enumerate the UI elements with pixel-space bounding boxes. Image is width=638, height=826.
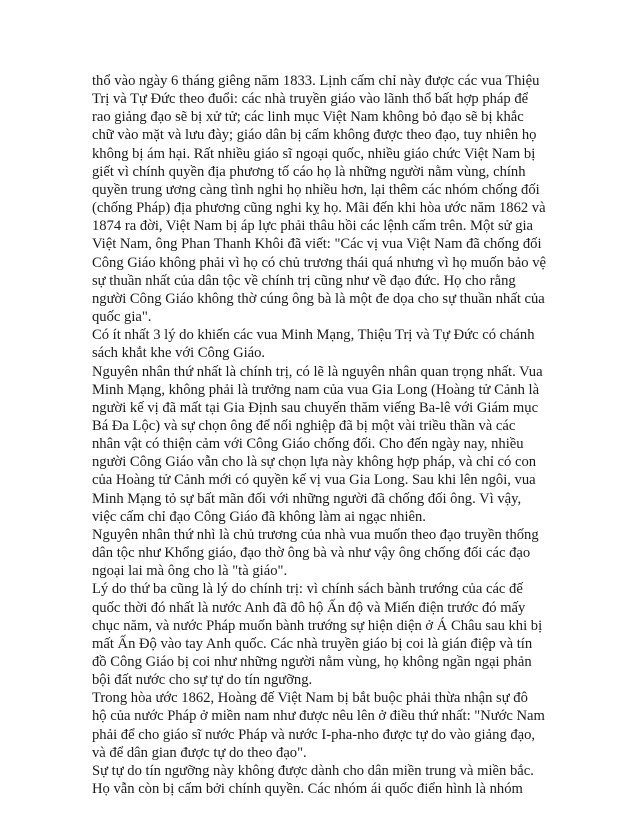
paragraph-5: Lý do thứ ba cũng là lý do chính trị: vì chính sách bành trướng của các đế quốc thời đó nhất là nước Anh đã đô hộ Ấn độ và Miến điện trước đó mấy chục năm, và nước Pháp muốn bành trướng sự hiện diện ở Á Châu sau khi bị mất Ấn Độ vào tay Anh quốc. Các nhà truyền giáo bị coi là gián điệp và tín đồ Công Giáo bị coi như những người nằm vùng, họ không ngần ngại phản bội đất nước cho sự tự do tín ngưỡng.: [92, 581, 543, 689]
paragraph-2: Có ít nhất 3 lý do khiến các vua Minh Mạng, Thiệu Trị và Tự Đức có chánh sách khắt khe với Công Giáo.: [92, 327, 535, 362]
paragraph-1: thổ vào ngày 6 tháng giêng năm 1833. Lịnh cấm chỉ này được các vua Thiệu Trị và Tự Đức theo đuổi: các nhà truyền giáo vào lãnh thổ bất hợp pháp để rao giảng đạo sẽ bị xử tử; các linh mục Việt Nam không bỏ đạo sẽ bị khắc chữ vào mặt và lưu đày; giáo dân bị cấm không được theo đạo, tuy nhiên họ không bị ám hại. Rất nhiều giáo sĩ ngoại quốc, nhiều giáo chức Việt Nam bị giết vì chính quyền địa phương tố cáo họ là những người nằm vùng, chính quyền trung ương càng tình nghi họ nhiều hơn, lại thêm các nhóm chống đối (chống Pháp) địa phương cũng nghi kỵ họ. Mãi đến khi hòa ước năm 1862 và 1874 ra đời, Việt Nam bị áp lực phải thâu hồi các lệnh cấm trên. Một sử gia Việt Nam, ông Phan Thanh Khôi đã viết: "Các vị vua Việt Nam đã chống đối Công Giáo không phải vì họ có chủ trương thái quá nhưng vì họ muốn bảo vệ sự thuần nhất của dân tộc về chính trị cũng như về đạo đức. Họ cho rằng người Công Giáo không thờ cúng ông bà là một đe dọa cho sự thuần nhất của quốc gia".: [92, 73, 546, 326]
paragraph-4: Nguyên nhân thứ nhì là chủ trương của nhà vua muốn theo đạo truyền thống dân tộc như Khổng giáo, đạo thờ ông bà và như vậy ông chống đối các đạo ngoại lai mà ông cho là "tà giáo".: [92, 526, 539, 580]
paragraph-3: Nguyên nhân thứ nhất là chính trị, có lẽ là nguyên nhân quan trọng nhất. Vua Minh Mạng, không phải là trưởng nam của vua Gia Long (Hoàng tử Cảnh là người kế vị đã mất tại Gia Định sau chuyến thăm viếng Ba-lê với Giám mục Bá Đa Lộc) và sự chọn ông để nối nghiệp đã bị một vài triều thần và các nhân vật có thiện cảm với Công Giáo chống đối. Cho đến ngày nay, nhiều người Công Giáo vẫn cho là sự chọn lựa này không hợp pháp, và chỉ có con của Hoàng tử Cảnh mới có quyền kế vị vua Gia Long. Sau khi lên ngôi, vua Minh Mạng tỏ sự bất mãn đối với những người đã chống đối ông. Vì vậy, việc cấm chỉ đạo Công Giáo đã không làm ai ngạc nhiên.: [92, 363, 543, 525]
paragraph-6: Trong hòa ước 1862, Hoàng đế Việt Nam bị bắt buộc phải thừa nhận sự đô hộ của nước Pháp ở miền nam như được nêu lên ở điều thứ nhất: "Nước Nam phải để cho giáo sĩ nước Pháp và nước I-pha-nho được tự do vào giảng đạo, và để dân gian được tự do theo đạo".: [92, 690, 545, 761]
body-text: [92, 72, 546, 798]
paragraph-7: Sự tự do tín ngưỡng này không được dành cho dân miền trung và miền bắc. Họ vẫn còn bị cấm bởi chính quyền. Các nhóm ái quốc điển hình là nhóm: [92, 762, 534, 798]
